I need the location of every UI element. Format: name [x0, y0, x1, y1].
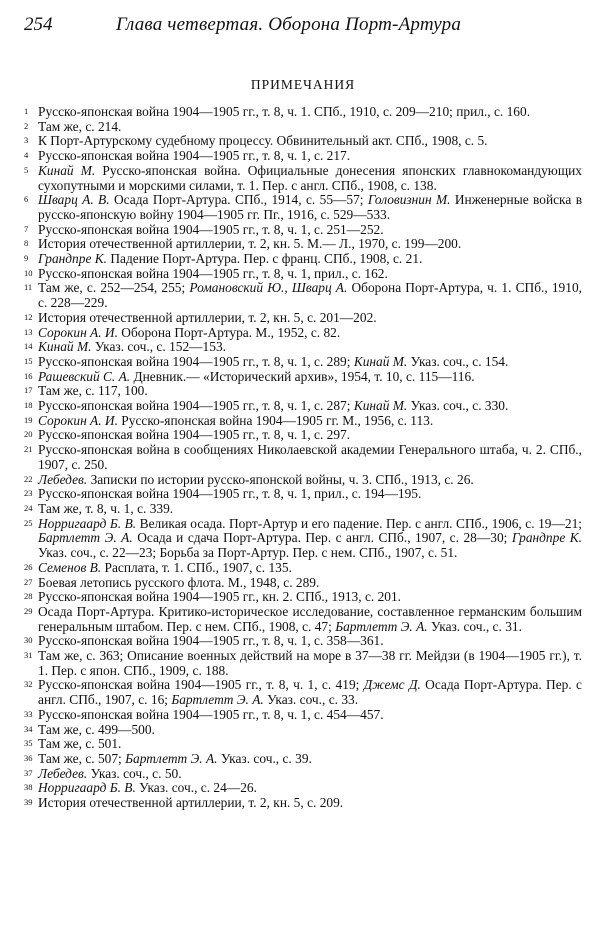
note-text: Русско-японская война 1904—1905 гг., т. 8, ч. 1, прил., с. 162.: [38, 265, 388, 281]
note-item: [24, 723, 582, 738]
note-number: 8: [24, 238, 29, 249]
note-number: 9: [24, 253, 29, 264]
note-text: История отечественной артиллерии, т. 2, кн. 5. М.— Л., 1970, с. 199—200.: [38, 236, 462, 252]
note-number: 3: [24, 135, 29, 146]
note-author: Кинай М.: [353, 353, 408, 369]
note-text: Русско-японская война 1904—1905 гг., т. 8, ч. 1, с. 454—457.: [38, 706, 384, 722]
note-item: [24, 252, 582, 267]
note-text: Там же, с. 117, 100.: [38, 383, 148, 399]
note-item: [24, 120, 582, 135]
note-author: Шварц А. В.: [38, 192, 110, 208]
note-text: Русско-японская война 1904—1905 гг., т. 8, ч. 1, прил., с. 194—195.: [38, 486, 422, 502]
note-author: Бартлетт Э. А.: [38, 530, 133, 546]
note-text: Указ. соч., с. 39.: [217, 750, 312, 766]
note-text: Осада и сдача Порт-Артура. Пер. с англ. СПб., 1907, с. 28—30;: [132, 530, 512, 546]
note-number: 22: [24, 473, 33, 484]
note-text: Указ. соч., с. 330.: [407, 398, 509, 414]
note-item: [24, 149, 582, 164]
note-number: 32: [24, 679, 33, 690]
note-text: Оборона Порт-Артура. М., 1952, с. 82.: [117, 324, 341, 340]
note-author: Джемс Д.: [363, 677, 421, 693]
note-number: 29: [24, 605, 33, 616]
note-number: 39: [24, 797, 33, 808]
note-number: 2: [24, 120, 29, 131]
note-author: Норригаард Б. В.: [38, 515, 137, 531]
note-author: Грандпре К.: [511, 530, 582, 546]
note-author: Бартлетт Э. А.: [335, 618, 428, 634]
note-text: Там же, с. 499—500.: [38, 721, 155, 737]
note-text: Боевая летопись русского флота. М., 1948, с. 289.: [38, 574, 320, 590]
note-author: Кинай М.: [38, 339, 92, 355]
note-author: Грандпре К.: [38, 251, 107, 267]
note-item: [24, 164, 582, 193]
note-item: [24, 737, 582, 752]
note-author: Сорокин А. И.: [38, 412, 118, 428]
note-number: 14: [24, 341, 33, 352]
note-item: [24, 517, 582, 561]
note-text: Русско-японская война 1904—1905 гг., кн. 2. СПб., 1913, с. 201.: [38, 589, 402, 605]
page-number: 254: [24, 14, 53, 35]
note-text: Расплата, т. 1. СПб., 1907, с. 135.: [101, 559, 292, 575]
note-text: Там же, с. 252—254, 255;: [38, 280, 190, 296]
note-number: 18: [24, 400, 33, 411]
note-item: [24, 473, 582, 488]
note-item: [24, 399, 582, 414]
note-item: [24, 355, 582, 370]
note-text: Русско-японская война 1904—1905 гг., т. 8, ч. 1, с. 287;: [38, 398, 354, 414]
note-text: История отечественной артиллерии, т. 2, кн. 5, с. 201—202.: [38, 309, 377, 325]
note-number: 10: [24, 267, 33, 278]
note-text: Дневник.— «Исторический архив», 1954, т. 10, с. 115—116.: [130, 368, 475, 384]
note-item: [24, 767, 582, 782]
note-number: 28: [24, 591, 33, 602]
note-author: Кинай М.: [353, 398, 408, 414]
note-item: [24, 590, 582, 605]
note-number: 5: [24, 164, 29, 175]
note-item: [24, 678, 582, 707]
note-item: [24, 634, 582, 649]
note-item: [24, 237, 582, 252]
note-item: [24, 281, 582, 310]
note-text: История отечественной артиллерии, т. 2, кн. 5, с. 209.: [38, 795, 344, 811]
note-number: 23: [24, 488, 33, 499]
note-text: Падение Порт-Артура. Пер. с франц. СПб., 1908, с. 21.: [106, 251, 423, 267]
note-item: [24, 443, 582, 472]
note-author: Головизнин М.: [367, 192, 451, 208]
note-author: Сорокин А. И.: [38, 324, 118, 340]
note-text: Там же, с. 507;: [38, 750, 126, 766]
note-text: Русско-японская война 1904—1905 гг., т. 8, ч. 1, с. 358—361.: [38, 633, 384, 649]
note-text: Русско-японская война в сообщениях Николаевской академии Генерального штаба, ч. 2. СПб., 1907, с. 250.: [38, 442, 582, 472]
note-author: Рашевский С. А.: [38, 368, 131, 384]
note-number: 6: [24, 194, 29, 205]
note-number: 4: [24, 150, 29, 161]
note-number: 35: [24, 738, 33, 749]
note-text: Указ. соч., с. 24—26.: [135, 780, 257, 796]
note-text: Там же, с. 214.: [38, 118, 122, 134]
note-number: 30: [24, 635, 33, 646]
note-number: 16: [24, 370, 33, 381]
note-item: [24, 752, 582, 767]
note-text: Русско-японская война 1904—1905 гг., т. 8, ч. 1. СПб., 1910, с. 209—210; прил., с. 160.: [38, 104, 531, 119]
note-text: Осада Порт-Артура. Пер. с англ. СПб., 1907, с. 16;: [38, 677, 582, 708]
note-item: [24, 561, 582, 576]
note-text: Инженерные войска в русско-японскую войну 1904—1905 гг. Пг., 1916, с. 529—533.: [38, 192, 583, 222]
note-author: Норригаард Б. В.: [38, 780, 136, 796]
note-number: 37: [24, 767, 33, 778]
note-item: [24, 267, 582, 282]
note-number: 21: [24, 444, 33, 455]
note-author: Лебедев.: [38, 765, 88, 781]
note-text: Великая осада. Порт-Артур и его падение. Пер. с англ. СПб., 1906, с. 19—21;: [136, 515, 582, 531]
note-text: Записки по истории русско-японской войны, ч. 3. СПб., 1913, с. 26.: [87, 471, 474, 487]
notes-list: [24, 105, 582, 811]
note-author: Семенов В.: [38, 559, 102, 575]
note-number: 36: [24, 752, 33, 763]
note-text: Русско-японская война 1904—1905 гг., т. 8, ч. 1, с. 297.: [38, 427, 351, 443]
note-text: Указ. соч., с. 154.: [407, 353, 509, 369]
note-text: Указ. соч., с. 152—153.: [91, 339, 226, 355]
note-text: К Порт-Артурскому судебному процессу. Обвинительный акт. СПб., 1908, с. 5.: [38, 133, 488, 149]
note-number: 12: [24, 311, 33, 322]
page-header: [24, 14, 582, 44]
note-text: Русско-японская война 1904—1905 гг., т. 8, ч. 1, с. 251—252.: [38, 221, 384, 237]
note-item: [24, 487, 582, 502]
note-text: Указ. соч., с. 22—23; Борьба за Порт-Артур. Пер. с нем. СПб., 1907, с. 51.: [38, 545, 458, 561]
note-number: 33: [24, 708, 33, 719]
note-number: 31: [24, 650, 33, 661]
note-text: Там же, т. 8, ч. 1, с. 339.: [38, 500, 174, 516]
note-text: Указ. соч., с. 31.: [427, 618, 522, 634]
note-text: Русско-японская война 1904—1905 гг., т. 8, ч. 1, с. 289;: [38, 353, 354, 369]
note-author: Лебедев.: [38, 471, 88, 487]
note-author: Бартлетт Э. А.: [171, 692, 264, 708]
note-author: Кинай М.: [38, 162, 96, 178]
note-item: [24, 428, 582, 443]
note-text: Русско-японская война 1904—1905 гг., т. 8, ч. 1, с. 419;: [38, 677, 364, 693]
note-number: 19: [24, 414, 33, 425]
note-text: Там же, с. 501.: [38, 736, 122, 752]
note-item: [24, 781, 582, 796]
note-text: Оборона Порт-Артура, ч. 1. СПб., 1910, с. 228—229.: [38, 280, 582, 311]
note-item: [24, 340, 582, 355]
note-author: Романовский Ю., Шварц А.: [189, 280, 348, 296]
note-text: Русско-японская война. Официальные донесения японских главнокомандующих сухопутными и морскими силами, т. 1. Пер. с англ. СПб., 1908, с. 138.: [38, 162, 582, 193]
note-item: [24, 370, 582, 385]
note-text: Указ. соч., с. 33.: [263, 692, 359, 708]
note-number: 1: [24, 106, 29, 116]
note-text: Русско-японская война 1904—1905 гг. М., 1956, с. 113.: [117, 412, 434, 428]
note-author: Бартлетт Э. А.: [125, 750, 218, 766]
note-text: Русско-японская война 1904—1905 гг., т. 8, ч. 1, с. 217.: [38, 148, 351, 164]
note-item: [24, 193, 582, 222]
note-text: Осада Порт-Артура. СПб., 1914, с. 55—57;: [109, 192, 368, 208]
note-number: 26: [24, 561, 33, 572]
note-number: 20: [24, 429, 33, 440]
note-item: [24, 796, 582, 811]
note-item: [24, 605, 582, 634]
note-item: [24, 649, 582, 678]
note-item: [24, 502, 582, 517]
note-item: [24, 384, 582, 399]
note-item: [24, 576, 582, 591]
note-item: [24, 105, 582, 120]
note-text: Осада Порт-Артура. Критико-историческое исследование, составленное германским большим генеральным штабом. Пер. с нем. СПб., 1908, с. 47;: [38, 603, 582, 634]
note-number: 24: [24, 502, 33, 513]
note-number: 17: [24, 385, 33, 396]
note-number: 27: [24, 576, 33, 587]
note-text: Там же, с. 363; Описание военных действий на море в 37—38 гг. Мейдзи (в 1904—1905 гг.), т. 1. Пер. с япон. СПб., 1909, с. 188.: [38, 648, 582, 678]
note-item: [24, 708, 582, 723]
note-item: [24, 223, 582, 238]
note-item: [24, 414, 582, 429]
running-head: Глава четвертая. Оборона Порт-Артура: [116, 14, 462, 35]
note-number: 7: [24, 223, 29, 234]
note-item: [24, 311, 582, 326]
note-number: 38: [24, 782, 33, 793]
note-number: 25: [24, 517, 33, 528]
note-number: 11: [24, 282, 33, 293]
section-title: ПРИМЕЧАНИЯ: [250, 77, 356, 92]
note-number: 15: [24, 355, 33, 366]
note-number: 34: [24, 723, 33, 734]
note-item: [24, 134, 582, 149]
note-number: 13: [24, 326, 33, 337]
note-item: [24, 326, 582, 341]
note-text: Указ. соч., с. 50.: [87, 765, 182, 781]
